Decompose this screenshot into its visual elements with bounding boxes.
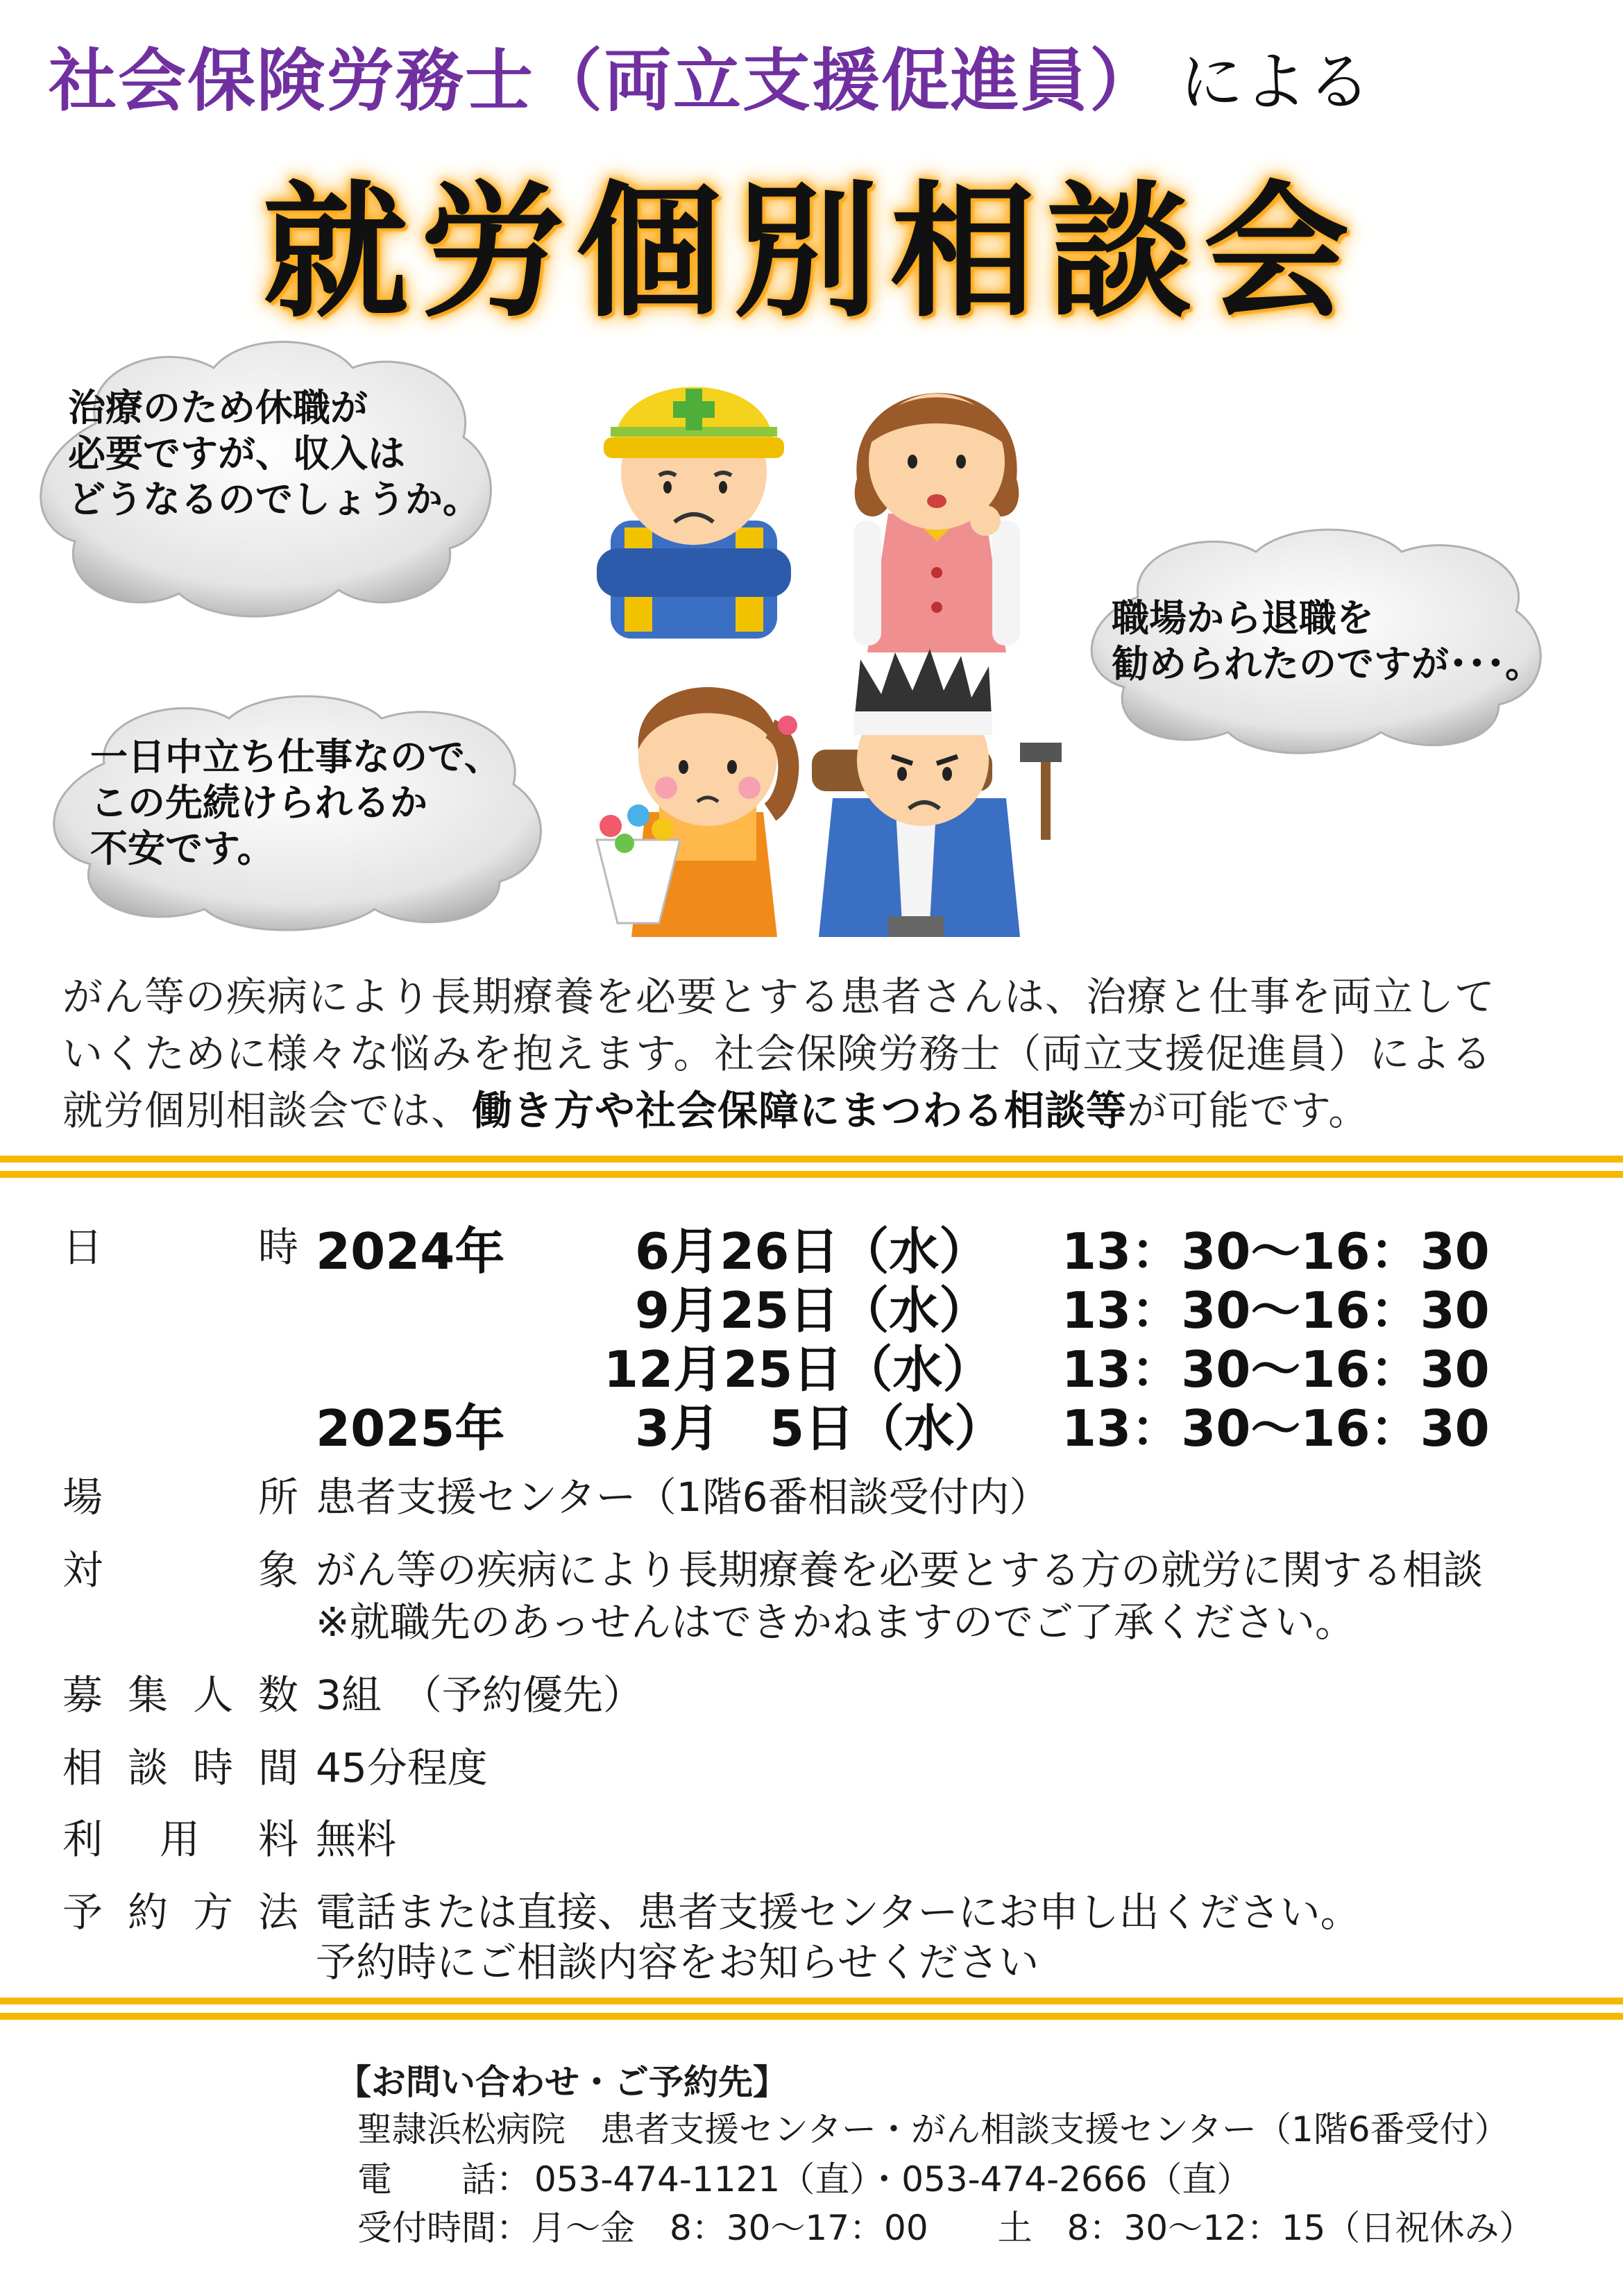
schedule-date: 3月 5日（水） bbox=[635, 1399, 1005, 1458]
contact-phone[interactable]: 053-474-1121（直）・053-474-2666（直） bbox=[534, 2159, 1252, 2200]
date-label-a: 日 bbox=[62, 1224, 103, 1271]
cloud-line: 必要ですが、収入は bbox=[68, 432, 405, 475]
schedule-date: 6月26日（水） bbox=[635, 1222, 989, 1281]
worry-cloud-2 bbox=[1069, 514, 1554, 763]
place-value: 患者支援センター（1階6番相談受付内） bbox=[316, 1474, 1050, 1521]
schedule-date: 12月25日（水） bbox=[604, 1340, 993, 1399]
capacity-label-2: 集 bbox=[128, 1671, 169, 1719]
construction-worker-icon bbox=[597, 387, 791, 639]
cloud-line: この先続けられるか bbox=[90, 781, 427, 825]
schedule-time: 13：30～16：30 bbox=[1062, 1222, 1490, 1281]
divider-bottom bbox=[0, 1998, 1623, 2020]
target-value: がん等の疾病により長期療養を必要とする方の就労に関する相談 bbox=[316, 1546, 1484, 1594]
divider-top bbox=[0, 1156, 1623, 1178]
craftsman-icon bbox=[812, 649, 1062, 937]
intro-line: がん等の疾病により長期療養を必要とする患者さんは、治療と仕事を両立して bbox=[62, 973, 1496, 1020]
target-label-b: 象 bbox=[258, 1546, 299, 1594]
place-label-b: 所 bbox=[258, 1474, 299, 1521]
fee-label-1: 利 bbox=[62, 1816, 103, 1863]
worried-people-illustration bbox=[583, 340, 1110, 944]
intro-text: が可能です。 bbox=[1127, 1087, 1370, 1134]
fee-label-2: 用 bbox=[160, 1816, 201, 1863]
cloud-line: 勧められたのですが･･･。 bbox=[1112, 642, 1543, 686]
reserve-label-1: 予 bbox=[62, 1889, 103, 1936]
target-note: ※就職先のあっせんはできかねますのでご了承ください。 bbox=[316, 1598, 1356, 1646]
fee-value: 無料 bbox=[316, 1816, 397, 1863]
reserve-label-2: 約 bbox=[128, 1889, 169, 1936]
schedule-year: 2024年 bbox=[316, 1222, 505, 1281]
intro-emphasis: 働き方や社会保障にまつわる相談等 bbox=[472, 1087, 1128, 1134]
subtitle-purple: 社会保険労務士（両立支援促進員） bbox=[49, 42, 1159, 121]
cloud-line: どうなるのでしょうか。 bbox=[68, 478, 480, 521]
cloud-line: 一日中立ち仕事なので、 bbox=[90, 735, 502, 779]
date-label-b: 時 bbox=[258, 1224, 299, 1271]
cloud-line: 職場から退職を bbox=[1112, 596, 1374, 640]
target-label-a: 対 bbox=[62, 1546, 103, 1594]
fee-label-3: 料 bbox=[258, 1816, 299, 1863]
reserve-label-3: 方 bbox=[193, 1889, 234, 1936]
reserve-value: 電話または直接、患者支援センターにお申し出ください。 bbox=[316, 1889, 1361, 1936]
duration-value: 45分程度 bbox=[316, 1744, 488, 1791]
intro-line bbox=[62, 1082, 1575, 1139]
reserve-label-4: 法 bbox=[258, 1889, 299, 1936]
capacity-label-4: 数 bbox=[258, 1671, 299, 1719]
schedule-time: 13：30～16：30 bbox=[1062, 1340, 1490, 1399]
schedule-time: 13：30～16：30 bbox=[1062, 1281, 1490, 1340]
contact-phone-label-a: 電 bbox=[357, 2159, 392, 2200]
duration-label-4: 間 bbox=[258, 1744, 299, 1791]
worry-cloud-3 bbox=[28, 680, 555, 944]
capacity-value: 3組 （予約優先） bbox=[316, 1671, 643, 1719]
contact-phone-label-b: 話： bbox=[461, 2159, 531, 2200]
capacity-label-1: 募 bbox=[62, 1671, 103, 1719]
page-title: 就労個別相談会 bbox=[262, 167, 1361, 337]
contact-organization: 聖隷浜松病院 患者支援センター・がん相談支援センター（1階6番受付） bbox=[357, 2109, 1509, 2150]
subtitle-suffix: による bbox=[1180, 45, 1372, 119]
duration-label-2: 談 bbox=[128, 1744, 169, 1791]
shop-girl-icon bbox=[597, 687, 797, 937]
worry-cloud-1 bbox=[19, 326, 505, 632]
place-label-a: 場 bbox=[62, 1474, 103, 1521]
contact-heading: 【お問い合わせ・ご予約先】 bbox=[337, 2062, 788, 2102]
intro-text: 就労個別相談会では、 bbox=[62, 1087, 473, 1134]
schedule-time: 13：30～16：30 bbox=[1062, 1399, 1490, 1458]
capacity-label-3: 人 bbox=[193, 1671, 234, 1719]
intro-line: いくために様々な悩みを抱えます。社会保険労務士（両立支援促進員）による bbox=[62, 1030, 1493, 1077]
duration-label-1: 相 bbox=[62, 1744, 103, 1791]
schedule-date: 9月25日（水） bbox=[635, 1281, 989, 1340]
intro-paragraph bbox=[62, 968, 1575, 1139]
contact-hours: 受付時間：月～金 8：30～17：00 土 8：30～12：15（日祝休み） bbox=[357, 2208, 1534, 2248]
office-woman-icon bbox=[853, 393, 1020, 652]
duration-label-3: 時 bbox=[193, 1744, 234, 1791]
cloud-line: 治療のため休職が bbox=[68, 386, 368, 430]
reserve-note: 予約時にご相談内容をお知らせください bbox=[316, 1939, 1039, 1986]
schedule-year: 2025年 bbox=[316, 1399, 505, 1458]
cloud-line: 不安です。 bbox=[90, 827, 275, 870]
subtitle bbox=[49, 26, 1575, 124]
